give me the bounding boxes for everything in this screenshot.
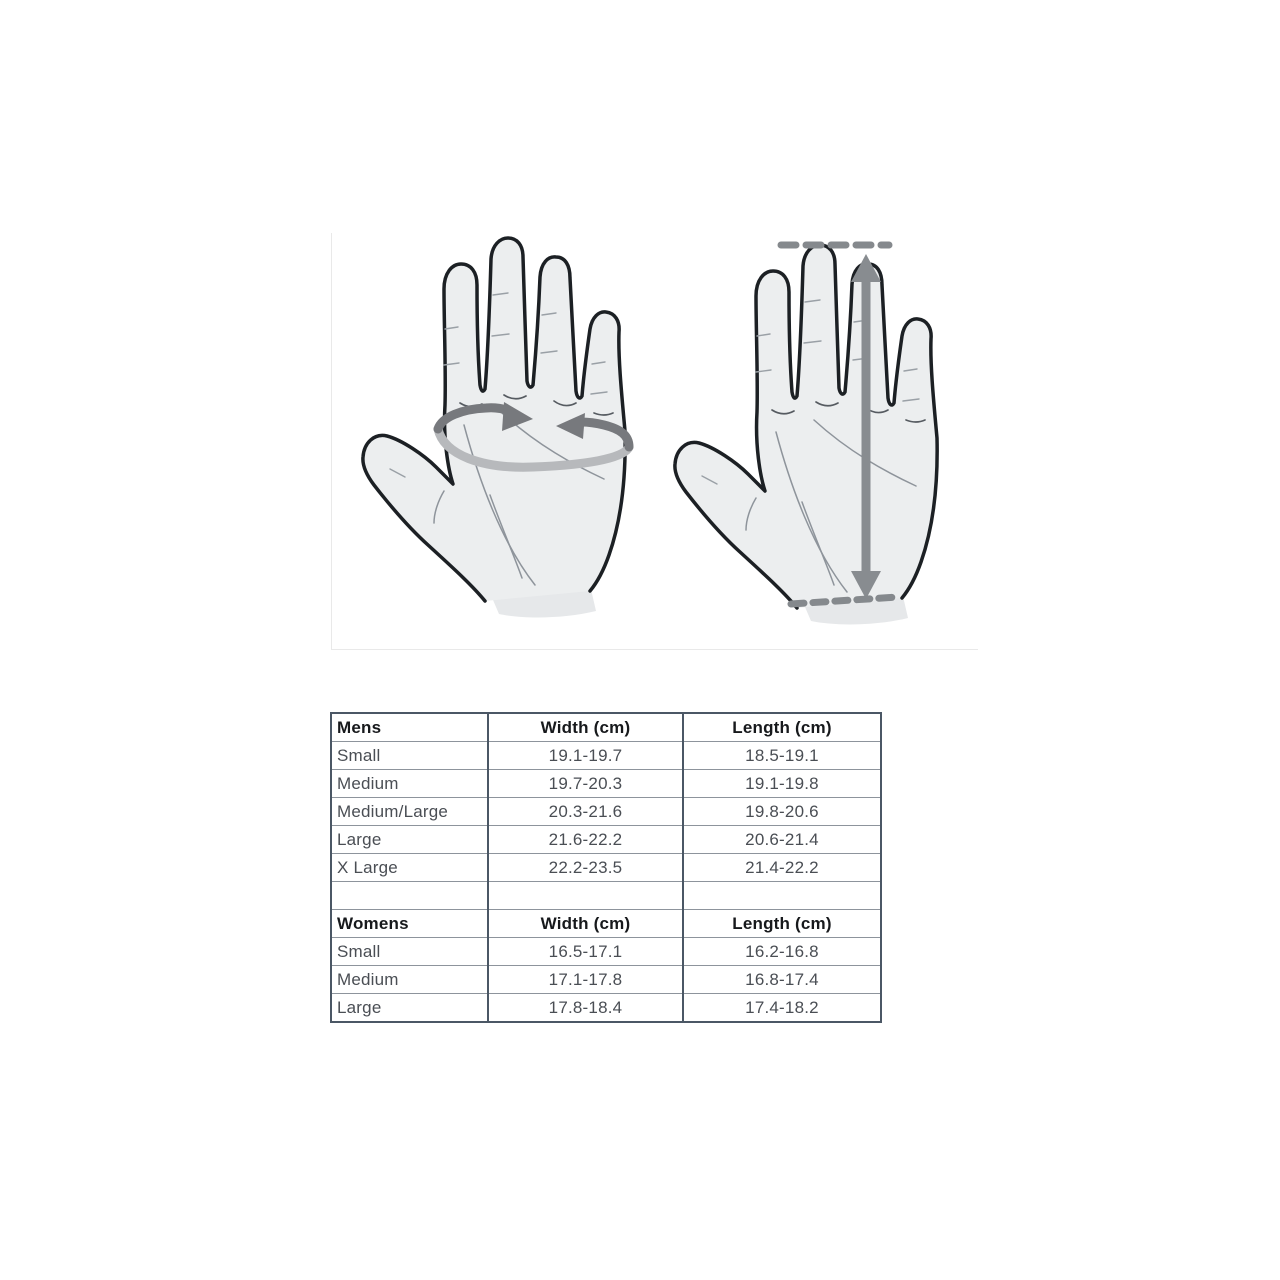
size-cell: Medium — [331, 966, 488, 994]
table-row — [331, 742, 881, 770]
mens-category-header: Mens — [331, 713, 488, 742]
length-cell: 19.1-19.8 — [683, 770, 881, 798]
table-row — [331, 966, 881, 994]
mens-header-row — [331, 713, 881, 742]
table-row — [331, 938, 881, 966]
empty-cell — [488, 882, 683, 910]
womens-width-header: Width (cm) — [488, 910, 683, 938]
size-cell: Medium/Large — [331, 798, 488, 826]
width-cell: 19.1-19.7 — [488, 742, 683, 770]
length-cell: 21.4-22.2 — [683, 854, 881, 882]
hand-measurement-diagram — [331, 233, 978, 650]
width-cell: 19.7-20.3 — [488, 770, 683, 798]
table-row — [331, 798, 881, 826]
length-cell: 19.8-20.6 — [683, 798, 881, 826]
hand-length-measure-icon — [675, 245, 937, 624]
size-cell: Small — [331, 938, 488, 966]
width-cell: 16.5-17.1 — [488, 938, 683, 966]
empty-cell — [683, 882, 881, 910]
hands-illustration — [332, 233, 978, 649]
size-cell: Small — [331, 742, 488, 770]
table-row — [331, 994, 881, 1023]
width-cell: 21.6-22.2 — [488, 826, 683, 854]
table-row — [331, 826, 881, 854]
mens-length-header: Length (cm) — [683, 713, 881, 742]
hand-width-measure-icon — [363, 238, 629, 617]
glove-size-chart-table — [330, 712, 882, 1023]
mens-width-header: Width (cm) — [488, 713, 683, 742]
womens-length-header: Length (cm) — [683, 910, 881, 938]
size-cell: Medium — [331, 770, 488, 798]
width-cell: 20.3-21.6 — [488, 798, 683, 826]
womens-header-row — [331, 910, 881, 938]
table-row — [331, 770, 881, 798]
length-cell: 17.4-18.2 — [683, 994, 881, 1023]
size-cell: Large — [331, 994, 488, 1023]
width-cell: 17.8-18.4 — [488, 994, 683, 1023]
size-cell: X Large — [331, 854, 488, 882]
length-cell: 20.6-21.4 — [683, 826, 881, 854]
spacer-row — [331, 882, 881, 910]
womens-category-header: Womens — [331, 910, 488, 938]
width-cell: 22.2-23.5 — [488, 854, 683, 882]
length-cell: 16.8-17.4 — [683, 966, 881, 994]
length-cell: 16.2-16.8 — [683, 938, 881, 966]
size-cell: Large — [331, 826, 488, 854]
table-row — [331, 854, 881, 882]
empty-cell — [331, 882, 488, 910]
length-cell: 18.5-19.1 — [683, 742, 881, 770]
width-cell: 17.1-17.8 — [488, 966, 683, 994]
